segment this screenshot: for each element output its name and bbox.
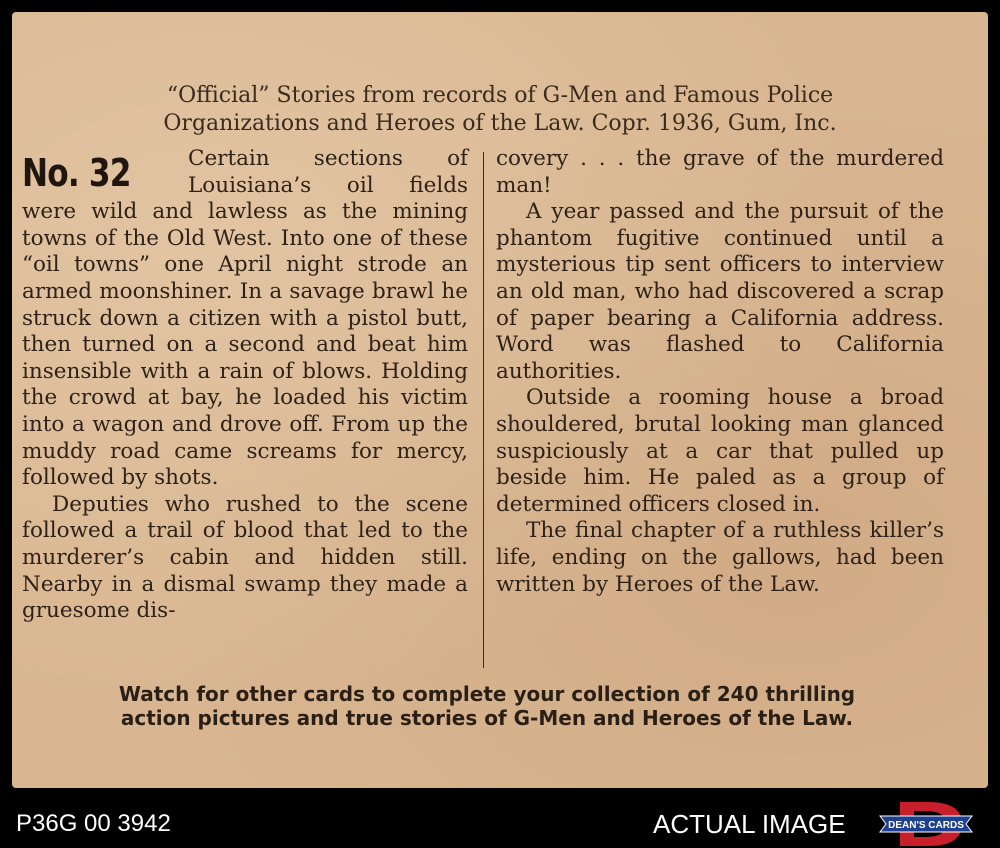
footer-line-2: action pictures and true stories of G-Men and Heroes of the Law.	[120, 706, 854, 730]
story-paragraph: Outside a rooming house a broad shouldered, brutal looking man glanced suspiciously at a car that pulled up beside him. He paled as a group of determined officers closed in.	[496, 385, 944, 517]
cert-number: P36G 00 3942	[16, 810, 171, 837]
story-paragraph: A year passed and the pursuit of the phantom fugitive continued until a mysterious tip sent officers to interview an old man, who had discovered a scrap of paper bearing a California address. Word was flashed to California authorities.	[496, 199, 944, 384]
footer-line-1: Watch for other cards to complete your collection of 240 thrilling	[118, 682, 856, 706]
header-line-1: “Official” Stories from records of G-Men and Famous Police	[166, 83, 834, 108]
deans-cards-logo	[878, 800, 974, 848]
story-paragraph: Certain sections of Louisiana’s oil fields were wild and lawless as the mining towns of the Old West. Into one of these “oil towns” one April night strode an armed moonshiner. In a savage brawl he struck down a citizen with a pistol butt, then turned on a second and beat him insensible with a rain of blows. Holding the crowd at bay, he loaded his victim into a wagon and drove off. From up the muddy road came screams for mercy, followed by shots.	[22, 146, 468, 491]
story-paragraph: covery . . . the grave of the murdered man!	[496, 146, 944, 198]
logo-text: DEAN'S CARDS	[888, 820, 964, 831]
card-back	[12, 12, 988, 788]
story-paragraph: Deputies who rushed to the scene followed a trail of blood that led to the murderer’s cabin and hidden still. Nearby in a dismal swamp they made a gruesome dis-	[22, 491, 468, 624]
card-number: No. 32	[22, 151, 131, 195]
column-divider	[483, 152, 484, 668]
card-header	[12, 82, 988, 138]
story-left-column	[22, 146, 468, 625]
header-line-2: Organizations and Heroes of the Law. Copr. 1936, Gum, Inc.	[163, 111, 837, 136]
story-paragraph: The final chapter of a ruthless killer’s life, ending on the gallows, had been written by Heroes of the Law.	[496, 518, 944, 597]
card-footer	[22, 682, 952, 730]
story-right-column	[496, 146, 944, 598]
actual-image-label: ACTUAL IMAGE	[653, 809, 846, 839]
